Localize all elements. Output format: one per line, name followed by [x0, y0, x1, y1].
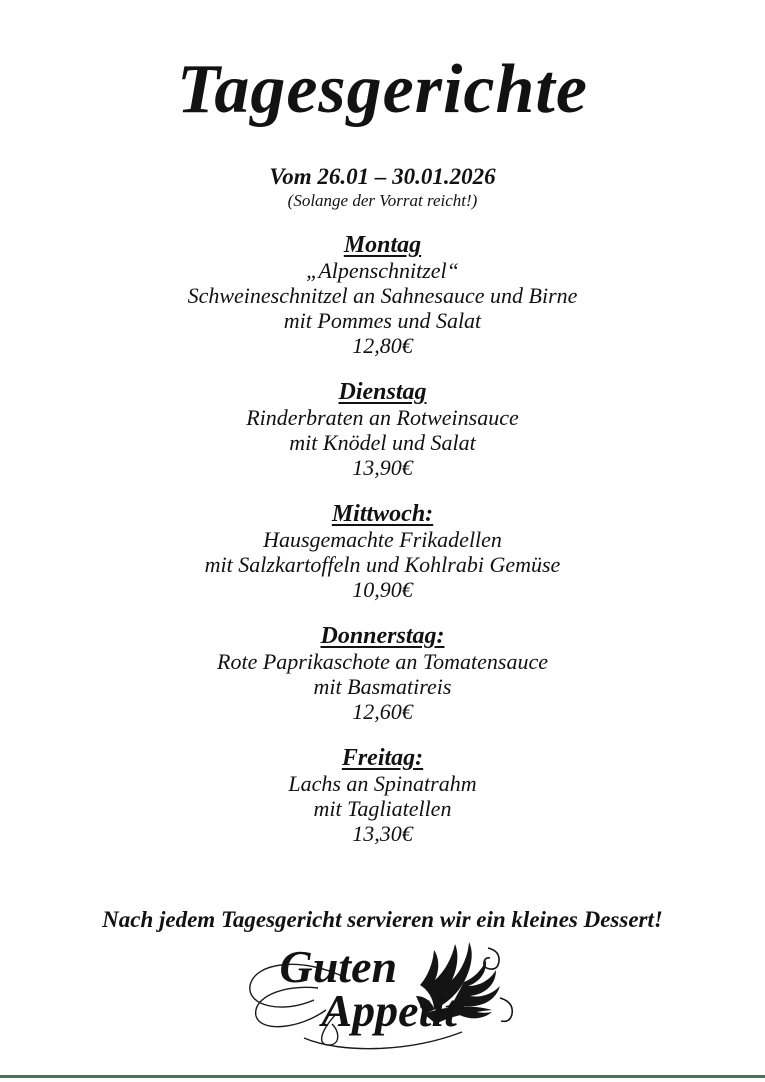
- day-heading: Montag: [343, 232, 422, 258]
- availability-note: (Solange der Vorrat reicht!): [287, 191, 478, 210]
- dish-line: mit Knödel und Salat: [289, 430, 476, 455]
- dish-line: Hausgemachte Frikadellen: [263, 527, 502, 552]
- date-range: Vom 26.01 – 30.01.2026: [269, 164, 496, 189]
- day-section-dienstag: [0, 380, 765, 480]
- day-section-mittwoch: [0, 502, 765, 602]
- page-title: Tagesgerichte: [177, 51, 588, 128]
- price: 13,30€: [352, 821, 413, 846]
- closing-word-guten: Guten: [279, 941, 398, 992]
- dish-line: mit Tagliatellen: [313, 796, 452, 821]
- dish-line: mit Basmatireis: [313, 674, 452, 699]
- closing-word-appetit: Appetit: [321, 985, 457, 1036]
- dish-line: mit Salzkartoffeln und Kohlrabi Gemüse: [204, 552, 561, 577]
- price: 12,80€: [352, 333, 413, 358]
- dish-line: Lachs an Spinatrahm: [288, 771, 477, 796]
- day-heading: Mittwoch:: [331, 501, 434, 527]
- dish-line: mit Pommes und Salat: [283, 308, 482, 333]
- day-section-freitag: [0, 746, 765, 846]
- footer-accent-line: [0, 1075, 765, 1078]
- dish-line: Rote Paprikaschote an Tomatensauce: [217, 649, 548, 674]
- day-heading: Donnerstag:: [320, 623, 445, 649]
- day-heading: Dienstag: [338, 379, 427, 405]
- closing-signature: [218, 942, 548, 1050]
- dish-line: Schweineschnitzel an Sahnesauce und Birne: [187, 283, 578, 308]
- price: 13,90€: [352, 455, 413, 480]
- price: 10,90€: [352, 577, 413, 602]
- day-heading: Freitag:: [341, 745, 424, 771]
- day-section-donnerstag: [0, 624, 765, 724]
- dish-line: Rinderbraten an Rotweinsauce: [246, 405, 519, 430]
- day-section-montag: [0, 233, 765, 358]
- price: 12,60€: [352, 699, 413, 724]
- dessert-note: Nach jedem Tagesgericht servieren wir ein kleines Dessert!: [102, 907, 663, 932]
- dish-line: „Alpenschnitzel“: [306, 258, 459, 283]
